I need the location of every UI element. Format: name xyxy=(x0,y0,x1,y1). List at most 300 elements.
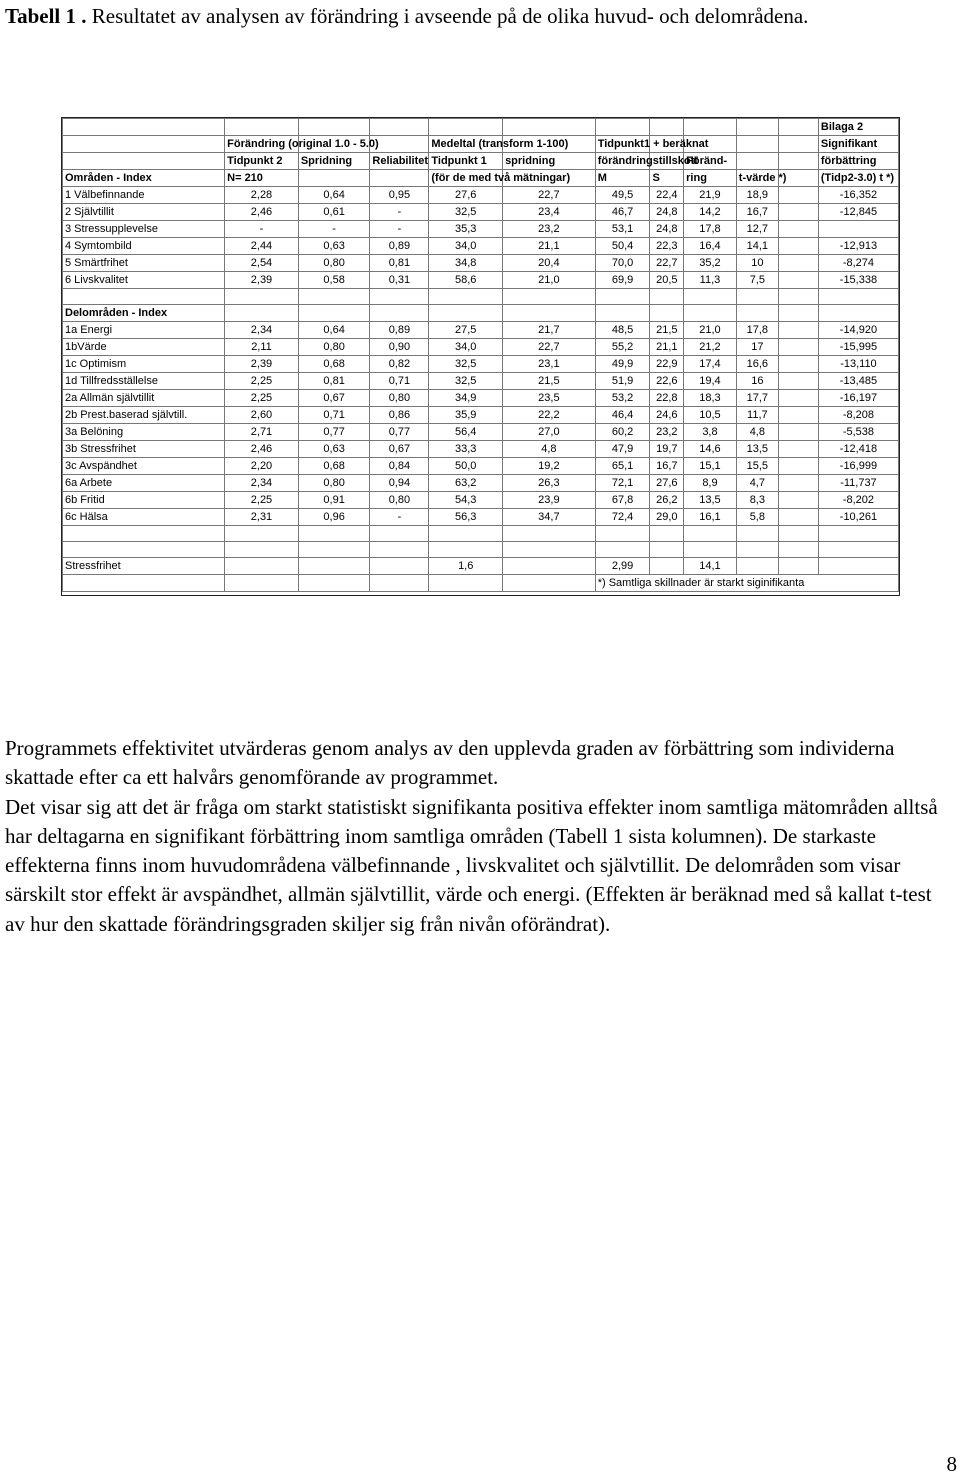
table-cell xyxy=(63,289,225,305)
table-cell: 23,5 xyxy=(503,390,596,407)
table-cell xyxy=(429,289,503,305)
table-cell xyxy=(736,305,778,322)
table-cell: 50,4 xyxy=(595,238,650,255)
table-cell: 22,3 xyxy=(650,238,684,255)
table-cell xyxy=(778,558,818,575)
table-cell: S xyxy=(650,170,684,187)
caption-text: Resultatet av analysen av förändring i avseende på de olika huvud- och delområdena. xyxy=(91,4,809,28)
table-cell: 3b Stressfrihet xyxy=(63,441,225,458)
table-cell: 72,4 xyxy=(595,509,650,526)
table-cell: 18,9 xyxy=(736,187,778,204)
table-cell xyxy=(225,119,299,136)
table-cell xyxy=(429,542,503,558)
table-cell: 11,3 xyxy=(684,272,737,289)
table-cell: 16,7 xyxy=(736,204,778,221)
table-cell: 4 Symtombild xyxy=(63,238,225,255)
table-cell: 34,0 xyxy=(429,339,503,356)
table-cell: 16,6 xyxy=(736,356,778,373)
table-cell xyxy=(429,305,503,322)
table-cell xyxy=(818,558,898,575)
table-cell: 16,7 xyxy=(650,458,684,475)
table-cell: 0,80 xyxy=(298,339,370,356)
table-cell xyxy=(298,119,370,136)
table-cell xyxy=(595,542,650,558)
table-cell: 18,3 xyxy=(684,390,737,407)
table-cell: 23,2 xyxy=(503,221,596,238)
table-cell xyxy=(370,305,429,322)
table-cell: Tidpunkt 1 xyxy=(429,153,503,170)
table-cell: förbättring xyxy=(818,153,898,170)
table-cell xyxy=(684,119,737,136)
table-cell: 2,25 xyxy=(225,390,299,407)
table-cell xyxy=(736,542,778,558)
table-cell: 11,7 xyxy=(736,407,778,424)
table-cell: 6 Livskvalitet xyxy=(63,272,225,289)
table-cell xyxy=(298,289,370,305)
table-cell: 15,1 xyxy=(684,458,737,475)
table-row xyxy=(63,255,899,272)
table-cell xyxy=(818,305,898,322)
table-cell: 21,1 xyxy=(503,238,596,255)
table-cell: 8,9 xyxy=(684,475,737,492)
table-cell: 35,3 xyxy=(429,221,503,238)
table-cell: -12,913 xyxy=(818,238,898,255)
table-cell xyxy=(778,136,818,153)
table-cell: 0,68 xyxy=(298,356,370,373)
table-cell: 0,80 xyxy=(370,390,429,407)
table-cell xyxy=(63,526,225,542)
table-cell: 5 Smärtfrihet xyxy=(63,255,225,272)
table-cell xyxy=(429,119,503,136)
table-cell xyxy=(778,356,818,373)
table-cell: 2,60 xyxy=(225,407,299,424)
table-cell: 22,7 xyxy=(650,255,684,272)
table-cell xyxy=(736,526,778,542)
table-cell: 14,1 xyxy=(736,238,778,255)
section-title-row xyxy=(63,305,899,322)
table-cell: -12,418 xyxy=(818,441,898,458)
table-cell xyxy=(778,238,818,255)
table-cell: M xyxy=(595,170,650,187)
table-cell: 0,68 xyxy=(298,458,370,475)
table-cell: 27,0 xyxy=(503,424,596,441)
table-cell xyxy=(370,526,429,542)
table-cell: 35,9 xyxy=(429,407,503,424)
table-cell: 0,95 xyxy=(370,187,429,204)
table-cell: -8,208 xyxy=(818,407,898,424)
table-cell: 13,5 xyxy=(736,441,778,458)
table-cell xyxy=(298,305,370,322)
table-cell: 49,9 xyxy=(595,356,650,373)
table-cell: 4,7 xyxy=(736,475,778,492)
spacer-row xyxy=(63,289,899,305)
table-cell xyxy=(684,289,737,305)
table-cell: -16,999 xyxy=(818,458,898,475)
table-row xyxy=(63,373,899,390)
table-cell: 0,67 xyxy=(298,390,370,407)
table-cell: 2,39 xyxy=(225,356,299,373)
table-cell xyxy=(63,542,225,558)
table-cell: 24,6 xyxy=(650,407,684,424)
table-cell: (Tidp2-3.0) t *) xyxy=(818,170,898,187)
table-cell: 26,2 xyxy=(650,492,684,509)
table-cell: Spridning xyxy=(298,153,370,170)
table-cell: 1 Välbefinnande xyxy=(63,187,225,204)
table-cell: 46,7 xyxy=(595,204,650,221)
table-cell: 2,99 xyxy=(595,558,650,575)
table-cell xyxy=(736,153,778,170)
table-cell: 27,6 xyxy=(650,475,684,492)
table-cell: 8,3 xyxy=(736,492,778,509)
table-cell: - xyxy=(298,221,370,238)
table-cell: 46,4 xyxy=(595,407,650,424)
table-cell xyxy=(370,575,429,592)
table-cell: 49,5 xyxy=(595,187,650,204)
table-row xyxy=(63,238,899,255)
table-cell xyxy=(370,558,429,575)
table-cell: 22,4 xyxy=(650,187,684,204)
table-cell: 0,81 xyxy=(370,255,429,272)
table-cell xyxy=(650,526,684,542)
table-cell xyxy=(429,526,503,542)
table-cell: 21,0 xyxy=(503,272,596,289)
table-cell xyxy=(778,305,818,322)
table-cell xyxy=(778,441,818,458)
table-cell xyxy=(298,526,370,542)
table-cell: 21,5 xyxy=(650,322,684,339)
table-cell: 0,80 xyxy=(298,475,370,492)
table-cell: 51,9 xyxy=(595,373,650,390)
table-row xyxy=(63,221,899,238)
table-cell xyxy=(503,289,596,305)
table-cell xyxy=(650,542,684,558)
table-cell: 21,5 xyxy=(503,373,596,390)
table-cell: Förändring (original 1.0 - 5.0) xyxy=(225,136,299,153)
table-cell xyxy=(503,542,596,558)
table-cell: 0,96 xyxy=(298,509,370,526)
table-cell xyxy=(225,542,299,558)
table-cell xyxy=(778,255,818,272)
table-cell: 0,31 xyxy=(370,272,429,289)
table-cell: 21,9 xyxy=(684,187,737,204)
table-cell xyxy=(778,509,818,526)
table-cell xyxy=(778,289,818,305)
table-cell: 32,5 xyxy=(429,204,503,221)
body-text xyxy=(5,734,955,939)
table-cell xyxy=(778,153,818,170)
table-cell: Delområden - Index xyxy=(63,305,225,322)
table-cell xyxy=(778,492,818,509)
table-cell: 58,6 xyxy=(429,272,503,289)
table-cell: 0,81 xyxy=(298,373,370,390)
table-row xyxy=(63,272,899,289)
results-table-image xyxy=(61,117,900,596)
table-cell: 0,77 xyxy=(298,424,370,441)
table-row xyxy=(63,492,899,509)
table-cell: Områden - Index xyxy=(63,170,225,187)
table-cell: 23,4 xyxy=(503,204,596,221)
table-cell: 7,5 xyxy=(736,272,778,289)
table-cell: 22,9 xyxy=(650,356,684,373)
table-cell: 3,8 xyxy=(684,424,737,441)
table-cell: 6c Hälsa xyxy=(63,509,225,526)
table-cell xyxy=(298,575,370,592)
table-row xyxy=(63,407,899,424)
table-cell: 55,2 xyxy=(595,339,650,356)
table-cell xyxy=(736,558,778,575)
table-cell xyxy=(778,272,818,289)
page-number: 8 xyxy=(946,1452,957,1476)
table-cell: 0,63 xyxy=(298,238,370,255)
table-cell: -13,485 xyxy=(818,373,898,390)
table-cell xyxy=(595,289,650,305)
table-cell: 27,5 xyxy=(429,322,503,339)
table-cell: - xyxy=(370,509,429,526)
table-cell xyxy=(736,136,778,153)
table-cell: 63,2 xyxy=(429,475,503,492)
table-cell: 65,1 xyxy=(595,458,650,475)
table-cell xyxy=(370,289,429,305)
table-cell xyxy=(650,305,684,322)
table-cell: Bilaga 2 xyxy=(818,119,898,136)
table-cell: 0,80 xyxy=(370,492,429,509)
table-cell: 2,25 xyxy=(225,373,299,390)
table-cell: 0,64 xyxy=(298,322,370,339)
table-cell: 35,2 xyxy=(684,255,737,272)
table-cell: 0,61 xyxy=(298,204,370,221)
table-cell: 0,90 xyxy=(370,339,429,356)
table-cell: 3 Stressupplevelse xyxy=(63,221,225,238)
table-cell xyxy=(225,305,299,322)
table-cell: spridning xyxy=(503,153,596,170)
table-cell: 0,58 xyxy=(298,272,370,289)
table-cell xyxy=(778,526,818,542)
table-cell: 24,8 xyxy=(650,221,684,238)
table-row xyxy=(63,509,899,526)
table-cell: 67,8 xyxy=(595,492,650,509)
table-cell: 48,5 xyxy=(595,322,650,339)
table-row xyxy=(63,390,899,407)
table-cell xyxy=(778,542,818,558)
table-cell xyxy=(736,289,778,305)
table-cell: 0,86 xyxy=(370,407,429,424)
table-caption xyxy=(5,2,935,30)
table-cell: - xyxy=(370,204,429,221)
header-row xyxy=(63,136,899,153)
table-cell: 14,1 xyxy=(684,558,737,575)
table-cell: -8,202 xyxy=(818,492,898,509)
table-cell: 34,7 xyxy=(503,509,596,526)
table-cell: 1a Energi xyxy=(63,322,225,339)
table-row xyxy=(63,356,899,373)
table-cell: 17 xyxy=(736,339,778,356)
table-cell: -8,274 xyxy=(818,255,898,272)
table-cell: 0,84 xyxy=(370,458,429,475)
table-cell: 0,94 xyxy=(370,475,429,492)
table-cell: Tidpunkt1 + beräknat xyxy=(595,136,650,153)
table-cell: Föränd- xyxy=(684,153,737,170)
table-cell: - xyxy=(370,221,429,238)
results-table xyxy=(62,118,899,592)
table-cell: 3a Belöning xyxy=(63,424,225,441)
table-cell: 19,7 xyxy=(650,441,684,458)
table-cell xyxy=(503,526,596,542)
table-cell: ring xyxy=(684,170,737,187)
table-row xyxy=(63,424,899,441)
table-cell xyxy=(63,136,225,153)
table-cell xyxy=(503,558,596,575)
table-cell: 14,2 xyxy=(684,204,737,221)
table-cell: Signifikant xyxy=(818,136,898,153)
table-cell: 2 Självtillit xyxy=(63,204,225,221)
table-cell xyxy=(429,575,503,592)
table-cell xyxy=(595,119,650,136)
table-cell xyxy=(778,407,818,424)
table-cell: 0,89 xyxy=(370,322,429,339)
table-cell: -12,845 xyxy=(818,204,898,221)
table-cell: 2,31 xyxy=(225,509,299,526)
table-cell: 1c Optimism xyxy=(63,356,225,373)
table-cell: 17,8 xyxy=(736,322,778,339)
table-cell: 20,4 xyxy=(503,255,596,272)
table-cell: 29,0 xyxy=(650,509,684,526)
table-cell xyxy=(778,204,818,221)
table-cell: 2,54 xyxy=(225,255,299,272)
table-cell xyxy=(225,526,299,542)
table-cell: förändringstillskott xyxy=(595,153,650,170)
table-cell: 50,0 xyxy=(429,458,503,475)
table-row xyxy=(63,204,899,221)
table-cell: 0,89 xyxy=(370,238,429,255)
table-cell: 2,34 xyxy=(225,322,299,339)
table-cell: 33,3 xyxy=(429,441,503,458)
table-row xyxy=(63,458,899,475)
table-cell: 23,1 xyxy=(503,356,596,373)
table-cell xyxy=(818,526,898,542)
table-cell: 10 xyxy=(736,255,778,272)
table-cell xyxy=(298,170,370,187)
table-cell: 5,8 xyxy=(736,509,778,526)
table-cell: 2,28 xyxy=(225,187,299,204)
table-cell xyxy=(778,339,818,356)
table-cell xyxy=(778,475,818,492)
caption-label: Tabell 1 . xyxy=(5,4,87,28)
table-cell: -14,920 xyxy=(818,322,898,339)
table-cell: 2,39 xyxy=(225,272,299,289)
table-cell xyxy=(650,119,684,136)
table-cell: 3c Avspändhet xyxy=(63,458,225,475)
table-cell: 21,0 xyxy=(684,322,737,339)
table-cell: 14,6 xyxy=(684,441,737,458)
footnote-row xyxy=(63,575,899,592)
table-cell: -15,338 xyxy=(818,272,898,289)
table-cell: -16,197 xyxy=(818,390,898,407)
table-cell: 0,80 xyxy=(298,255,370,272)
table-cell: 0,67 xyxy=(370,441,429,458)
table-cell xyxy=(63,153,225,170)
table-cell: 13,5 xyxy=(684,492,737,509)
table-cell xyxy=(778,322,818,339)
table-cell: 0,63 xyxy=(298,441,370,458)
table-cell: 53,1 xyxy=(595,221,650,238)
table-cell: 54,3 xyxy=(429,492,503,509)
table-cell: 1d Tillfredsställelse xyxy=(63,373,225,390)
table-cell: 22,7 xyxy=(503,339,596,356)
table-cell: 69,9 xyxy=(595,272,650,289)
table-cell: 2,20 xyxy=(225,458,299,475)
table-cell: 27,6 xyxy=(429,187,503,204)
table-row xyxy=(63,441,899,458)
table-cell xyxy=(818,542,898,558)
table-cell: 17,7 xyxy=(736,390,778,407)
table-row xyxy=(63,187,899,204)
table-row xyxy=(63,322,899,339)
table-cell: 0,77 xyxy=(370,424,429,441)
table-cell xyxy=(818,221,898,238)
table-cell xyxy=(778,119,818,136)
table-cell: 1,6 xyxy=(429,558,503,575)
spacer-row xyxy=(63,542,899,558)
table-cell: 0,82 xyxy=(370,356,429,373)
table-cell: -5,538 xyxy=(818,424,898,441)
table-row xyxy=(63,339,899,356)
table-cell xyxy=(778,187,818,204)
table-cell xyxy=(684,542,737,558)
table-cell xyxy=(225,289,299,305)
header-row xyxy=(63,153,899,170)
table-cell: Reliabilitet xyxy=(370,153,429,170)
table-cell: 2,71 xyxy=(225,424,299,441)
table-cell: 0,91 xyxy=(298,492,370,509)
table-cell: 32,5 xyxy=(429,373,503,390)
table-cell xyxy=(225,575,299,592)
table-cell: 0,71 xyxy=(298,407,370,424)
table-cell xyxy=(736,119,778,136)
table-cell: 19,2 xyxy=(503,458,596,475)
table-cell xyxy=(503,575,596,592)
table-footnote: *) Samtliga skillnader är starkt siginifikanta xyxy=(595,575,898,592)
table-cell: -13,110 xyxy=(818,356,898,373)
table-cell: -10,261 xyxy=(818,509,898,526)
table-cell: 2,34 xyxy=(225,475,299,492)
table-cell: N= 210 xyxy=(225,170,299,187)
table-cell: 56,3 xyxy=(429,509,503,526)
table-cell: -15,995 xyxy=(818,339,898,356)
table-cell: 23,2 xyxy=(650,424,684,441)
table-cell: 10,5 xyxy=(684,407,737,424)
table-cell xyxy=(63,575,225,592)
paragraph-1: Programmets effektivitet utvärderas genom analys av den upplevda graden av förbättring som individerna skattade efter ca ett halvårs genomförande av programmet. xyxy=(5,736,895,790)
table-cell: 23,9 xyxy=(503,492,596,509)
table-cell: 2,44 xyxy=(225,238,299,255)
table-cell: 2,25 xyxy=(225,492,299,509)
table-cell xyxy=(595,526,650,542)
table-cell: 12,7 xyxy=(736,221,778,238)
table-cell: 0,64 xyxy=(298,187,370,204)
table-cell: 22,6 xyxy=(650,373,684,390)
table-cell xyxy=(818,289,898,305)
table-cell xyxy=(778,221,818,238)
table-cell xyxy=(684,305,737,322)
paragraph-2: Det visar sig att det är fråga om starkt statistiskt signifikanta positiva effekter inom samtliga mätområden alltså har deltagarna en signifikant förbättring inom samtliga områden (Tabell 1 sista kolumnen). De starkaste effekterna finns inom huvudområdena välbefinnande , livskvalitet och självtillit. De delområden som visar särskilt stor effekt är avspändhet, allmän självtillit, värde och energi. (Effekten är beräknad med så kallat t-test av hur den skattade förändringsgraden skiljer sig från nivån oförändrat). xyxy=(5,794,938,936)
table-cell xyxy=(63,119,225,136)
table-cell xyxy=(503,305,596,322)
table-cell xyxy=(370,119,429,136)
table-cell xyxy=(370,170,429,187)
table-cell: 26,3 xyxy=(503,475,596,492)
table-cell: 16 xyxy=(736,373,778,390)
table-cell: -11,737 xyxy=(818,475,898,492)
